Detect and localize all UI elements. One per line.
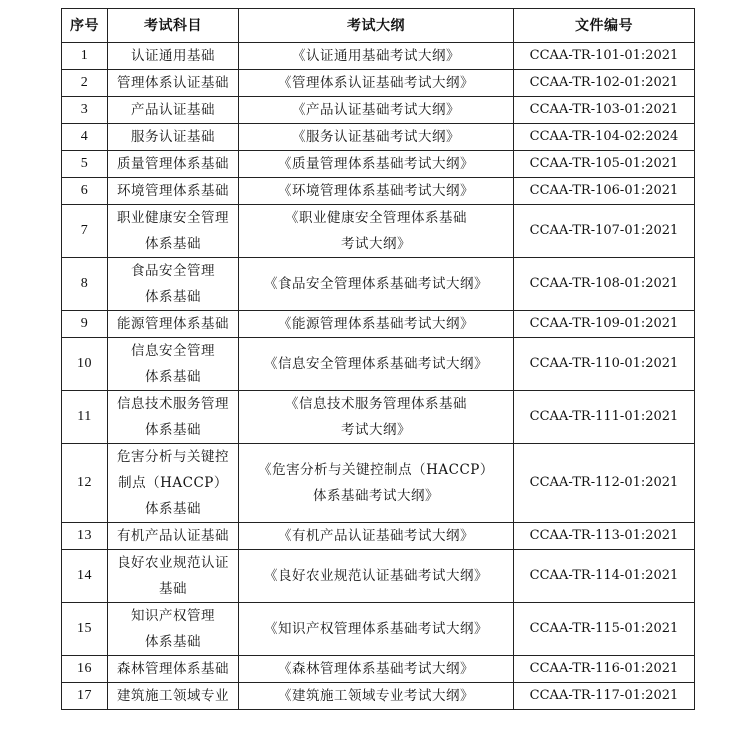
cell-outline <box>239 205 514 258</box>
outline-line: 《建筑施工领域专业考试大纲》 <box>278 688 474 704</box>
subject-line: 知识产权管理 <box>131 608 215 624</box>
table-row <box>62 124 695 151</box>
subject-line: 产品认证基础 <box>131 102 215 118</box>
subject-line: 体系基础 <box>145 634 201 650</box>
header-seq: 序号 <box>62 9 108 43</box>
cell-outline <box>239 178 514 205</box>
cell-outline <box>239 444 514 523</box>
subject-line: 环境管理体系基础 <box>117 183 229 199</box>
cell-doc-no: CCAA-TR-102-01:2021 <box>514 70 695 97</box>
cell-subject <box>108 391 239 444</box>
cell-doc-no: CCAA-TR-116-01:2021 <box>514 656 695 683</box>
outline-line: 《有机产品认证基础考试大纲》 <box>278 528 474 544</box>
outline-line: 《危害分析与关键控制点（HACCP） <box>258 462 494 478</box>
table-row <box>62 683 695 710</box>
cell-doc-no: CCAA-TR-110-01:2021 <box>514 338 695 391</box>
cell-outline <box>239 124 514 151</box>
subject-line: 服务认证基础 <box>131 129 215 145</box>
cell-subject <box>108 151 239 178</box>
cell-outline <box>239 43 514 70</box>
cell-subject <box>108 70 239 97</box>
cell-seq: 4 <box>62 124 108 151</box>
cell-seq: 6 <box>62 178 108 205</box>
table-row <box>62 311 695 338</box>
subject-line: 信息技术服务管理 <box>117 396 229 412</box>
header-subject: 考试科目 <box>108 9 239 43</box>
table-body <box>62 43 695 710</box>
cell-doc-no: CCAA-TR-112-01:2021 <box>514 444 695 523</box>
cell-subject <box>108 124 239 151</box>
subject-line: 食品安全管理 <box>131 263 215 279</box>
subject-line: 体系基础 <box>145 289 201 305</box>
cell-subject <box>108 338 239 391</box>
table-header-row <box>62 9 695 43</box>
cell-seq: 14 <box>62 550 108 603</box>
cell-doc-no: CCAA-TR-101-01:2021 <box>514 43 695 70</box>
cell-seq: 9 <box>62 311 108 338</box>
exam-outline-table <box>61 8 695 710</box>
table-row <box>62 550 695 603</box>
cell-doc-no: CCAA-TR-117-01:2021 <box>514 683 695 710</box>
table-row <box>62 70 695 97</box>
subject-line: 良好农业规范认证 <box>117 555 229 571</box>
subject-line: 体系基础 <box>145 501 201 517</box>
cell-seq: 2 <box>62 70 108 97</box>
outline-line: 《食品安全管理体系基础考试大纲》 <box>264 276 488 292</box>
cell-doc-no: CCAA-TR-104-02:2024 <box>514 124 695 151</box>
subject-line: 危害分析与关键控 <box>117 449 229 465</box>
table-row <box>62 97 695 124</box>
cell-subject <box>108 523 239 550</box>
cell-doc-no: CCAA-TR-103-01:2021 <box>514 97 695 124</box>
cell-subject <box>108 656 239 683</box>
cell-doc-no: CCAA-TR-105-01:2021 <box>514 151 695 178</box>
cell-seq: 10 <box>62 338 108 391</box>
cell-seq: 15 <box>62 603 108 656</box>
cell-seq: 7 <box>62 205 108 258</box>
subject-line: 制点（HACCP） <box>118 475 228 491</box>
header-outline: 考试大纲 <box>239 9 514 43</box>
outline-line: 《能源管理体系基础考试大纲》 <box>278 316 474 332</box>
outline-line: 《环境管理体系基础考试大纲》 <box>278 183 474 199</box>
outline-line: 体系基础考试大纲》 <box>313 488 439 504</box>
cell-subject <box>108 258 239 311</box>
cell-seq: 11 <box>62 391 108 444</box>
cell-doc-no: CCAA-TR-111-01:2021 <box>514 391 695 444</box>
cell-outline <box>239 338 514 391</box>
cell-doc-no: CCAA-TR-109-01:2021 <box>514 311 695 338</box>
cell-subject <box>108 205 239 258</box>
outline-line: 《认证通用基础考试大纲》 <box>292 48 460 64</box>
table-row <box>62 178 695 205</box>
cell-outline <box>239 151 514 178</box>
cell-seq: 17 <box>62 683 108 710</box>
cell-outline <box>239 258 514 311</box>
cell-seq: 13 <box>62 523 108 550</box>
cell-outline <box>239 311 514 338</box>
cell-seq: 5 <box>62 151 108 178</box>
cell-subject <box>108 311 239 338</box>
cell-seq: 16 <box>62 656 108 683</box>
subject-line: 基础 <box>159 581 187 597</box>
cell-outline <box>239 656 514 683</box>
subject-line: 体系基础 <box>145 236 201 252</box>
outline-line: 《信息技术服务管理体系基础 <box>285 396 467 412</box>
outline-line: 《服务认证基础考试大纲》 <box>292 129 460 145</box>
cell-seq: 1 <box>62 43 108 70</box>
cell-subject <box>108 43 239 70</box>
outline-line: 《知识产权管理体系基础考试大纲》 <box>264 621 488 637</box>
cell-seq: 8 <box>62 258 108 311</box>
subject-line: 有机产品认证基础 <box>117 528 229 544</box>
subject-line: 认证通用基础 <box>131 48 215 64</box>
outline-line: 《管理体系认证基础考试大纲》 <box>278 75 474 91</box>
table-row <box>62 338 695 391</box>
cell-seq: 12 <box>62 444 108 523</box>
table-row <box>62 523 695 550</box>
cell-subject <box>108 97 239 124</box>
cell-seq: 3 <box>62 97 108 124</box>
cell-doc-no: CCAA-TR-113-01:2021 <box>514 523 695 550</box>
outline-line: 考试大纲》 <box>341 236 411 252</box>
header-doc-no: 文件编号 <box>514 9 695 43</box>
outline-line: 考试大纲》 <box>341 422 411 438</box>
subject-line: 森林管理体系基础 <box>117 661 229 677</box>
cell-subject <box>108 178 239 205</box>
cell-doc-no: CCAA-TR-114-01:2021 <box>514 550 695 603</box>
cell-doc-no: CCAA-TR-106-01:2021 <box>514 178 695 205</box>
subject-line: 建筑施工领域专业 <box>117 688 229 704</box>
outline-line: 《产品认证基础考试大纲》 <box>292 102 460 118</box>
cell-outline <box>239 683 514 710</box>
outline-line: 《职业健康安全管理体系基础 <box>285 210 467 226</box>
table-row <box>62 444 695 523</box>
cell-doc-no: CCAA-TR-108-01:2021 <box>514 258 695 311</box>
table-row <box>62 603 695 656</box>
subject-line: 质量管理体系基础 <box>117 156 229 172</box>
cell-outline <box>239 523 514 550</box>
cell-subject <box>108 603 239 656</box>
table-row <box>62 391 695 444</box>
table-row <box>62 151 695 178</box>
cell-doc-no: CCAA-TR-115-01:2021 <box>514 603 695 656</box>
cell-outline <box>239 70 514 97</box>
subject-line: 信息安全管理 <box>131 343 215 359</box>
table-row <box>62 205 695 258</box>
table-row <box>62 656 695 683</box>
cell-subject <box>108 683 239 710</box>
subject-line: 管理体系认证基础 <box>117 75 229 91</box>
cell-outline <box>239 97 514 124</box>
cell-doc-no: CCAA-TR-107-01:2021 <box>514 205 695 258</box>
cell-outline <box>239 603 514 656</box>
subject-line: 体系基础 <box>145 369 201 385</box>
cell-subject <box>108 550 239 603</box>
outline-line: 《良好农业规范认证基础考试大纲》 <box>264 568 488 584</box>
subject-line: 体系基础 <box>145 422 201 438</box>
cell-outline <box>239 391 514 444</box>
table-row <box>62 43 695 70</box>
cell-outline <box>239 550 514 603</box>
cell-subject <box>108 444 239 523</box>
subject-line: 职业健康安全管理 <box>117 210 229 226</box>
table-row <box>62 258 695 311</box>
subject-line: 能源管理体系基础 <box>117 316 229 332</box>
outline-line: 《森林管理体系基础考试大纲》 <box>278 661 474 677</box>
outline-line: 《质量管理体系基础考试大纲》 <box>278 156 474 172</box>
outline-line: 《信息安全管理体系基础考试大纲》 <box>264 356 488 372</box>
